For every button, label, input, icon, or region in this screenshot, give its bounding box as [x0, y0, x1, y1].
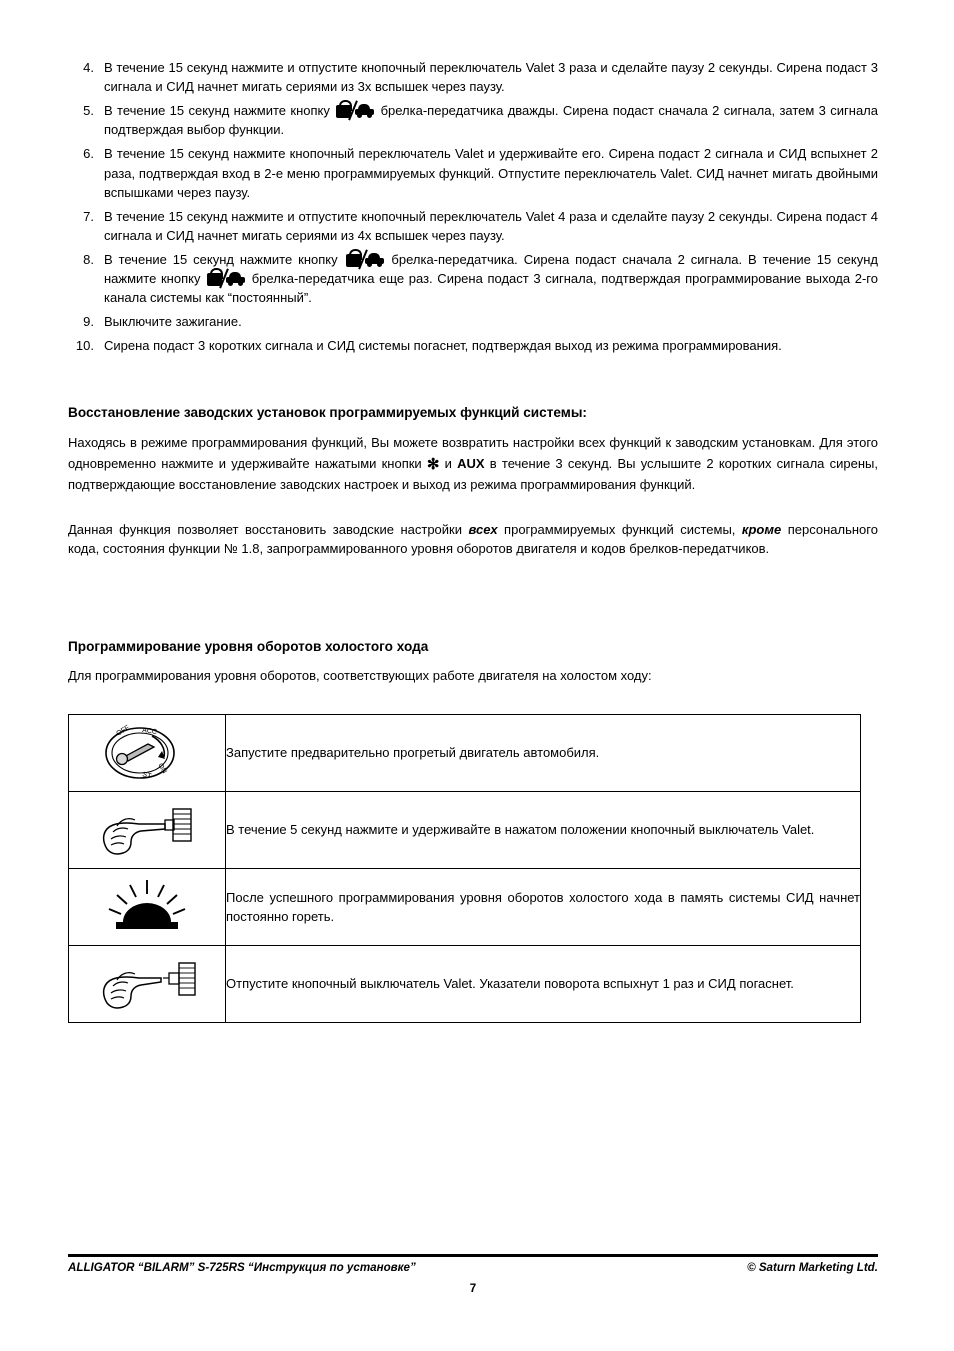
table-row: [69, 792, 861, 869]
table-row: [69, 946, 861, 1023]
ignition-switch-svg: [92, 720, 202, 786]
svg-text:ACC: ACC: [141, 727, 158, 737]
svg-text:ON: ON: [156, 762, 168, 775]
table-cell-icon: [69, 869, 226, 946]
list-item: [68, 312, 878, 331]
aux-button-label: AUX: [457, 455, 485, 471]
hand-release-svg: [87, 949, 207, 1019]
list-item-number: 7.: [83, 208, 94, 224]
list-item: [68, 144, 878, 201]
page-footer: [68, 1261, 878, 1274]
list-item-number: 9.: [83, 314, 94, 330]
footer-divider: [68, 1254, 878, 1257]
table-cell-icon: [69, 715, 226, 792]
table-cell-icon: [69, 792, 226, 869]
idle-rpm-intro: Для программирования уровня оборотов, соответствующих работе двигателя на холостом ходу:: [68, 667, 652, 683]
list-item-text: В течение 15 секунд нажмите кнопочный переключатель Valet и удерживайте его. Сирена подаст 2 сигнала и СИД вспыхнет 2 раза, подтверждая вход в 2-е меню программируемых функций. Отпустите переключатель Valet. СИД начнет мигать двойными вспышками через паузу.: [104, 146, 878, 200]
table-row: [69, 715, 861, 792]
list-item-text: Сирена подаст 3 коротких сигнала и СИД системы погаснет, подтверждая выход из режима программирования.: [104, 338, 782, 354]
list-item: [68, 207, 878, 245]
page-number: 7: [469, 1282, 477, 1295]
table-cell-text: Отпустите кнопочный выключатель Valet. Указатели поворота вспыхнут 1 раз и СИД погаснет.: [226, 946, 861, 1023]
table-cell-text: Запустите предварительно прогретый двигатель автомобиля.: [226, 715, 861, 792]
list-item-text: В течение 15 секунд нажмите и отпустите кнопочный переключатель Valet 3 раза и сделайте паузу 2 секунды. Сирена подаст 3 сигнала и СИД начнет мигать сериями из 3х вспышек через паузу.: [104, 60, 878, 95]
keyfob-lock-car-icon: [346, 251, 384, 268]
factory-reset-paragraph-1: Находясь в режиме программирования функций, Вы можете возвратить настройки всех функций к заводским установкам. Для этого одновременно нажмите и удерживайте нажатыми кнопки ✻ и AUX в течение 3 секунд. Вы услышите 2 коротких сигнала сирены, подтверждающие восстановление заводских настроек и выход из режима программирования функций.: [68, 434, 878, 492]
list-item-number: 4.: [83, 60, 94, 75]
svg-text:OFF: OFF: [115, 724, 131, 738]
list-item-number: 8.: [83, 251, 94, 267]
numbered-steps-list: [68, 58, 878, 356]
svg-text:ST: ST: [141, 771, 152, 781]
list-item-number: 5.: [83, 103, 94, 119]
keyfob-lock-car-icon: [207, 270, 245, 287]
hand-releasing-valet-button-icon: [69, 946, 225, 1022]
page-content: [68, 58, 878, 1023]
factory-reset-paragraph-2: Данная функция позволяет восстановить заводские настройки всех программируемых функций системы, кроме персонального кода, состояния функции № 1.8, запрограммированного уровня оборотов двигателя и кодов брелков-передатчиков.: [68, 521, 878, 556]
list-item: [68, 336, 878, 355]
keyfob-lock-car-icon: [336, 102, 374, 119]
list-item-number: 10.: [75, 338, 94, 354]
section-heading-idle-rpm: Программирование уровня оборотов холостого хода: [68, 638, 429, 654]
hand-pressing-valet-button-icon: [69, 792, 225, 868]
ignition-key-switch-icon: [69, 715, 225, 791]
list-item: [68, 101, 878, 139]
list-item-text: Выключите зажигание.: [104, 314, 242, 330]
list-item: [68, 250, 878, 307]
section-heading-factory-reset: Восстановление заводских установок программируемых функций системы:: [68, 404, 587, 420]
led-glow-svg: [92, 876, 202, 938]
footer-left-text: ALLIGATOR “BILARM” S-725RS “Инструкция по установке”: [68, 1261, 416, 1274]
list-item: [68, 58, 878, 96]
table-cell-text: После успешного программирования уровня оборотов холостого хода в память системы СИД начнет постоянно гореть.: [226, 869, 861, 946]
footer-right-text: © Saturn Marketing Ltd.: [747, 1261, 878, 1274]
list-item-text: В течение 15 секунд нажмите кнопку брелка-передатчика дважды. Сирена подаст сначала 2 сигнала, затем 3 сигнала подтверждая выбор функции.: [104, 101, 878, 139]
table-cell-text: В течение 5 секунд нажмите и удерживайте в нажатом положении кнопочный выключатель Valet.: [226, 792, 861, 869]
procedure-table: [68, 714, 861, 1023]
hand-press-svg: [87, 795, 207, 865]
table-cell-icon: [69, 946, 226, 1023]
list-item-text: В течение 15 секунд нажмите и отпустите кнопочный переключатель Valet 4 раза и сделайте паузу 2 секунды. Сирена подаст 4 сигнала и СИД начнет мигать сериями из 4х вспышек через паузу.: [104, 208, 878, 243]
table-row: [69, 869, 861, 946]
star-button-icon: ✻: [426, 455, 440, 473]
list-item-text: В течение 15 секунд нажмите кнопку брелка-передатчика. Сирена подаст сначала 2 сигнала. В течение 15 секунд нажмите кнопку брелка-передатчика еще раз. Сирена подаст 3 сигнала, подтверждая программирование выхода 2-го канала системы как “постоянный”.: [104, 250, 878, 307]
led-glowing-icon: [69, 869, 225, 945]
list-item-number: 6.: [83, 146, 94, 162]
